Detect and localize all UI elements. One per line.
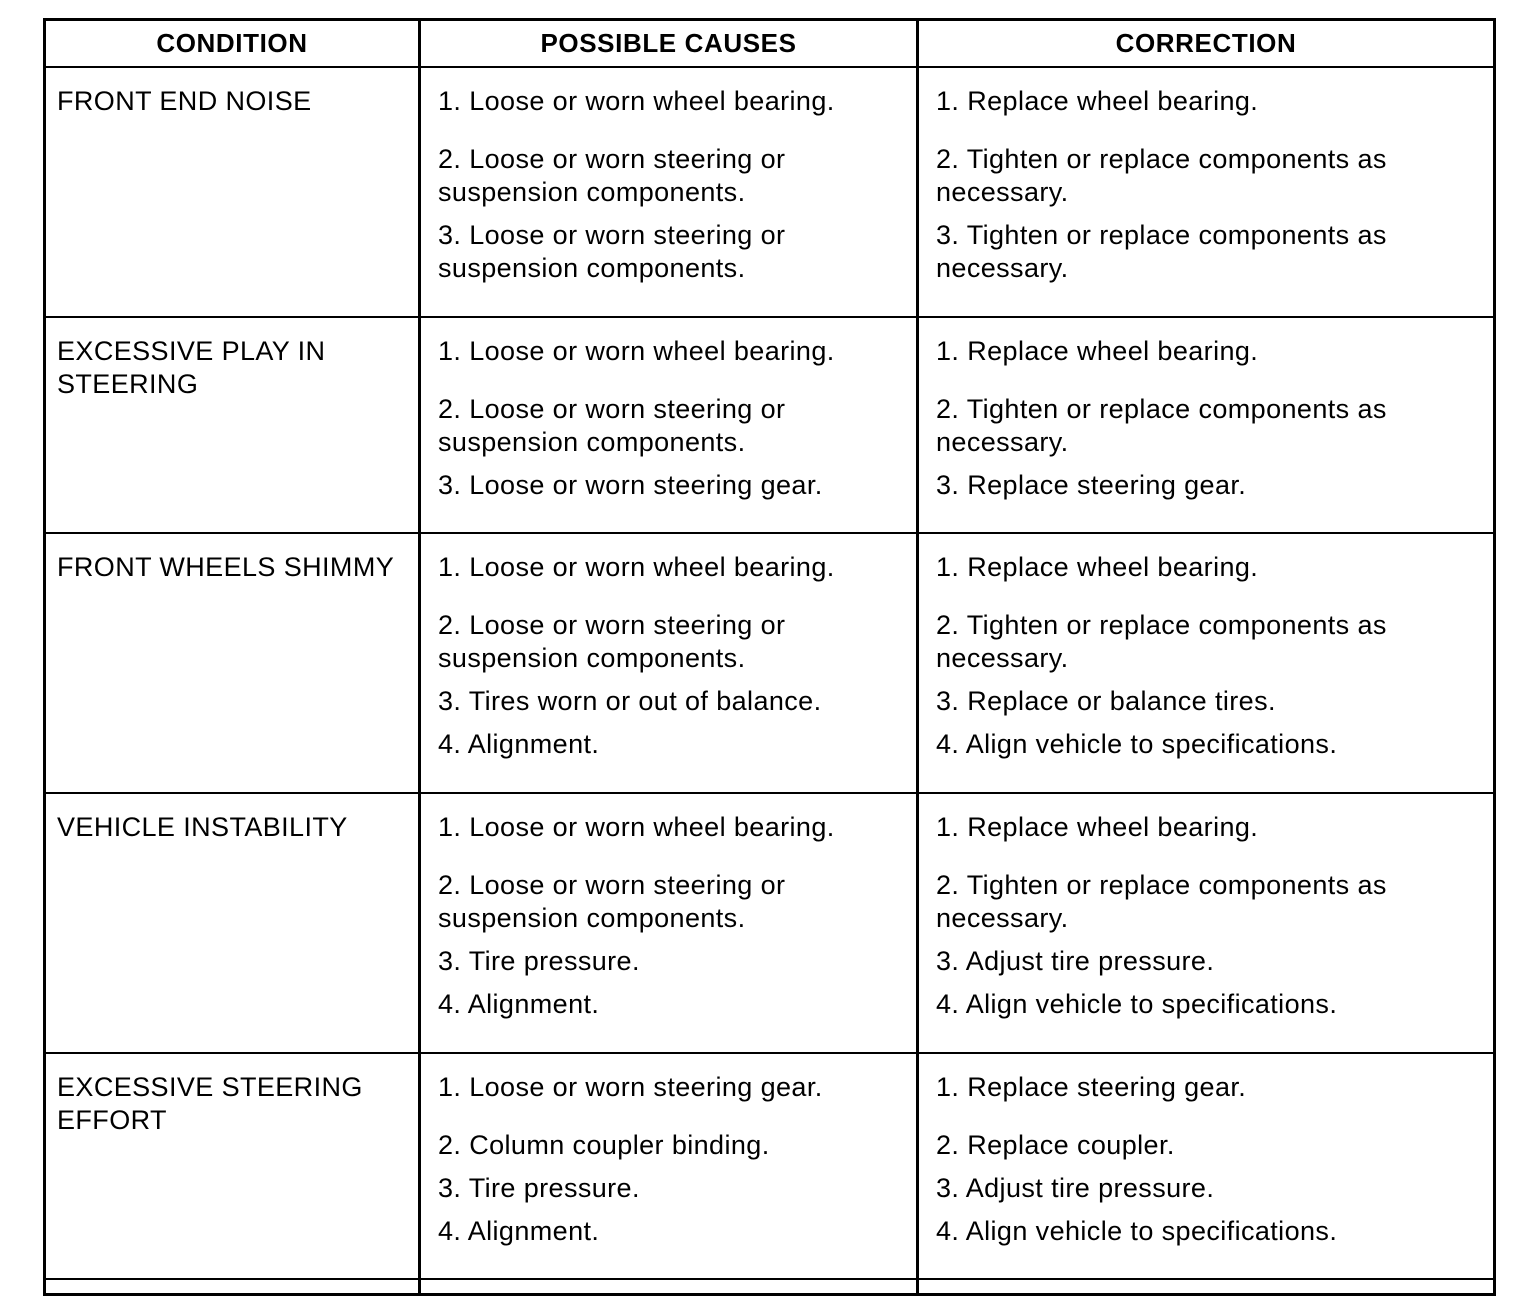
correction-cell bbox=[918, 317, 1495, 533]
correction-item: 1. Replace wheel bearing. bbox=[936, 552, 1259, 582]
condition-cell: FRONT END NOISE bbox=[45, 67, 420, 317]
cause-item: 3. Tire pressure. bbox=[438, 946, 640, 976]
correction-item: 4. Align vehicle to specifications. bbox=[936, 729, 1338, 759]
header-possible-causes: POSSIBLE CAUSES bbox=[420, 20, 918, 68]
correction-item: 2. Tighten or replace components as necessary. bbox=[936, 394, 1387, 457]
causes-cell bbox=[420, 67, 918, 317]
header-row bbox=[45, 20, 1495, 68]
correction-cell bbox=[918, 67, 1495, 317]
condition-cell: EXCESSIVE STEERING EFFORT bbox=[45, 1053, 420, 1279]
correction-cell bbox=[918, 533, 1495, 793]
cause-item: 1. Loose or worn wheel bearing. bbox=[438, 336, 835, 366]
correction-item: 3. Adjust tire pressure. bbox=[936, 1173, 1215, 1203]
correction-item: 2. Tighten or replace components as necessary. bbox=[936, 610, 1387, 673]
table-row bbox=[45, 533, 1495, 793]
empty-footer-row bbox=[45, 1279, 1495, 1295]
correction-item: 2. Tighten or replace components as necessary. bbox=[936, 144, 1387, 207]
cause-item: 3. Loose or worn steering gear. bbox=[438, 470, 823, 500]
correction-item: 1. Replace steering gear. bbox=[936, 1072, 1247, 1102]
cause-item: 1. Loose or worn wheel bearing. bbox=[438, 812, 835, 842]
cause-item: 4. Alignment. bbox=[438, 989, 600, 1019]
header-condition: CONDITION bbox=[45, 20, 420, 68]
table-row bbox=[45, 317, 1495, 533]
correction-item: 4. Align vehicle to specifications. bbox=[936, 1216, 1338, 1246]
empty-cell bbox=[918, 1279, 1495, 1295]
header-correction: CORRECTION bbox=[918, 20, 1495, 68]
correction-item: 3. Replace or balance tires. bbox=[936, 686, 1276, 716]
causes-cell bbox=[420, 533, 918, 793]
table-row bbox=[45, 1053, 1495, 1279]
table-row bbox=[45, 793, 1495, 1053]
correction-cell bbox=[918, 1053, 1495, 1279]
cause-item: 2. Loose or worn steering or suspension components. bbox=[438, 610, 786, 673]
empty-cell bbox=[420, 1279, 918, 1295]
cause-item: 2. Column coupler binding. bbox=[438, 1130, 770, 1160]
correction-item: 3. Replace steering gear. bbox=[936, 470, 1247, 500]
cause-item: 3. Tires worn or out of balance. bbox=[438, 686, 822, 716]
cause-item: 1. Loose or worn steering gear. bbox=[438, 1072, 823, 1102]
diagnosis-table bbox=[43, 18, 1496, 1296]
condition-cell: FRONT WHEELS SHIMMY bbox=[45, 533, 420, 793]
causes-cell bbox=[420, 1053, 918, 1279]
cause-item: 1. Loose or worn wheel bearing. bbox=[438, 86, 835, 116]
correction-item: 4. Align vehicle to specifications. bbox=[936, 989, 1338, 1019]
causes-cell bbox=[420, 317, 918, 533]
cause-item: 3. Loose or worn steering or suspension components. bbox=[438, 220, 786, 283]
correction-item: 3. Adjust tire pressure. bbox=[936, 946, 1215, 976]
correction-item: 2. Replace coupler. bbox=[936, 1130, 1175, 1160]
causes-cell bbox=[420, 793, 918, 1053]
correction-item: 2. Tighten or replace components as necessary. bbox=[936, 870, 1387, 933]
condition-cell: EXCESSIVE PLAY IN STEERING bbox=[45, 317, 420, 533]
cause-item: 3. Tire pressure. bbox=[438, 1173, 640, 1203]
correction-item: 1. Replace wheel bearing. bbox=[936, 336, 1259, 366]
cause-item: 2. Loose or worn steering or suspension components. bbox=[438, 870, 786, 933]
correction-cell bbox=[918, 793, 1495, 1053]
cause-item: 4. Alignment. bbox=[438, 1216, 600, 1246]
correction-item: 1. Replace wheel bearing. bbox=[936, 86, 1259, 116]
empty-cell bbox=[45, 1279, 420, 1295]
table-row bbox=[45, 67, 1495, 317]
correction-item: 1. Replace wheel bearing. bbox=[936, 812, 1259, 842]
cause-item: 1. Loose or worn wheel bearing. bbox=[438, 552, 835, 582]
cause-item: 2. Loose or worn steering or suspension components. bbox=[438, 144, 786, 207]
condition-cell: VEHICLE INSTABILITY bbox=[45, 793, 420, 1053]
cause-item: 2. Loose or worn steering or suspension components. bbox=[438, 394, 786, 457]
correction-item: 3. Tighten or replace components as necessary. bbox=[936, 220, 1387, 283]
cause-item: 4. Alignment. bbox=[438, 729, 600, 759]
